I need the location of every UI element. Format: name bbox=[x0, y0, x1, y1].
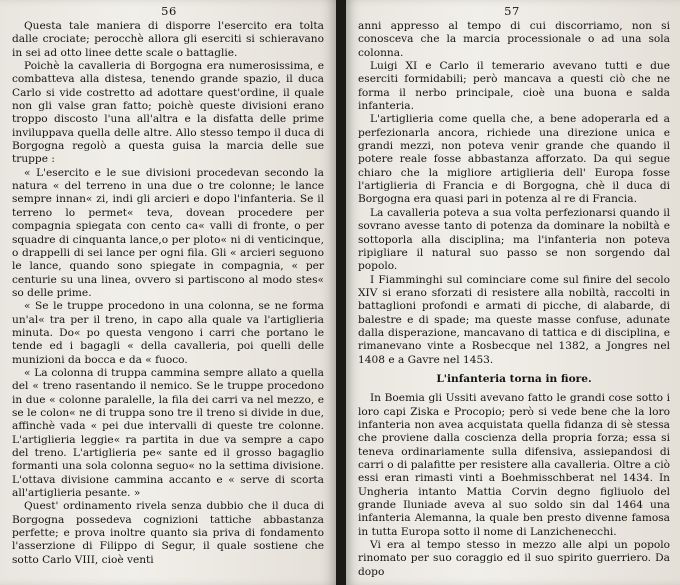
paragraph: La cavalleria poteva a sua volta perfezionarsi quando il sovrano avesse tanto di potenza da dominare la nobiltà e sottoporla alla disciplina; ma l'infanteria non poteva ripigliare il natural suo passo se non sorgendo dal popolo. bbox=[358, 206, 670, 273]
left-page bbox=[0, 0, 338, 585]
page-number-left: 56 bbox=[161, 4, 177, 18]
paragraph: Quest' ordinamento rivela senza dubbio che il duca di Borgogna possedeva cognizioni tattiche abbastanza perfette; e prova inoltre quanto sia priva di fondamento l'asserzione di Filippo di Segur, il quale sostiene che sotto Carlo VIII, cioè venti bbox=[12, 500, 324, 566]
book-gutter bbox=[336, 0, 346, 585]
paragraph: Questa tale maniera di disporre l'esercito era tolta dalle crociate; perocchè allora gli eserciti si schieravano in sei ad otto linee dette scale o battaglie. bbox=[12, 20, 324, 59]
quote-paragraph: « Se le truppe procedono in una colonna, se ne forma un'al« tra per il treno, in capo alla quale va l'artiglieria minuta. Do« po questa vengono i carri che portano le tende ed i bagagli « della cavalleria, poi quelli delle munizioni da bocca e da « fuoco. bbox=[12, 300, 324, 366]
paragraph: In Boemia gli Ussiti avevano fatto le grandi cose sotto i loro capi Ziska e Procopio; però si vede bene che la loro infanteria non avea acquistata quella fidanza di sè stessa che proviene dalla coscienza della propria forza; essa si teneva ordinariamente sulla difensiva, assiepandosi di carri o di palafitte per resistere alla cavalleria. Oltre a ciò essi eran rimasti vinti a Boehmisschberat nel 1434. In Ungheria intanto Mattia Corvin degno figliuolo del grande Iluniade aveva al suo soldo sin dal 1464 una infanteria Alemanna, la quale ben presto divenne famosa in tutta Europa sotto il nome di Lanzichenecchi. bbox=[358, 392, 670, 538]
quote-paragraph: « La colonna di truppa cammina sempre allato a quella del « treno rasentando il nemico. Se le truppe procedono in due « colonne paralelle, la fila dei carri va nel mezzo, e se le colon« ne di truppa sono tre il treno si divide in due, affinchè vada « pei due intervalli di queste tre colonne. L'artiglieria leggie« ra partita in due va sempre a capo del treno. L'artiglieria pe« sante ed il grosso bagaglio formanti una sola colonna seguo« no la settima divisione. L'ottava divisione cammina accanto e « serve di scorta all'artiglieria pesante. » bbox=[12, 366, 324, 500]
right-page-text bbox=[358, 20, 670, 583]
paragraph: Poichè la cavalleria di Borgogna era numerosissima, e combatteva alla distesa, tenendo grande spazio, il duca Carlo si vide costretto ad adottare quest'ordine, il quale non gli valse gran fatto; poichè queste divisioni erano troppo discosto l'una all'altra e la disfatta delle prime inviluppava quella delle altre. Allo stesso tempo il duca di Borgogna regolò a questa guisa la marcia delle sue truppe : bbox=[12, 60, 324, 166]
quote-paragraph: « L'esercito e le sue divisioni procedevan secondo la natura « del terreno in una due o tre colonne; le lance sempre innan« zi, indi gli arcieri e dopo l'infanteria. Se il terreno lo permet« teva, dovean procedere per compagnia spiegata con cento ca« valli di fronte, o per squadre di cinquanta lance,o per ploto« ni di venticinque, o drappelli di sei lance per ogni fila. Gli « arcieri seguono le lance, quando sono spiegate in compagnia, « per centurie su una linea, ovvero si partiscono al modo stes« so delle prime. bbox=[12, 166, 324, 299]
paragraph: anni appresso al tempo di cui discorriamo, non si conosceva che la marcia processionale o ad una sola colonna. bbox=[358, 20, 670, 59]
paragraph: L'artiglieria come quella che, a bene adoperarla ed a perfezionarla ancora, richiede una direzione unica e grandi mezzi, non poteva venir grande che quando il potere reale fosse abbastanza afforzato. Da qui segue chiaro che la migliore artiglieria dell' Europa fosse l'artiglieria di Francia e di Borgogna, chè il duca di Borgogna era quasi pari in potenza al re di Francia. bbox=[358, 113, 670, 206]
paragraph: Luigi XI e Carlo il temerario avevano tutti e due eserciti formidabili; però mancava a questi ciò che ne forma il nerbo principale, cioè una buona e salda infanteria. bbox=[358, 60, 670, 113]
right-page bbox=[344, 0, 680, 585]
section-heading: L'infanteria torna in fiore. bbox=[436, 372, 592, 385]
paragraph: I Fiamminghi sul cominciare come sul finire del secolo XIV si erano sforzati di resistere alla nobiltà, raccolti in battaglioni profondi e armati di picche, di alabarde, di balestre e di spade; ma queste masse confuse, adunate dalla disperazione, mancavano di tattica e di disciplina, e rimanevano vinte a Rosbecque nel 1382, a Jongres nel 1408 e a Gavre nel 1453. bbox=[358, 273, 670, 366]
left-page-text bbox=[12, 20, 324, 583]
paragraph: Vi era al tempo stesso in mezzo alle alpi un popolo rinomato per suo coraggio ed il suo spirito guerriero. Da dopo bbox=[358, 539, 670, 578]
page-number-right: 57 bbox=[504, 4, 520, 18]
